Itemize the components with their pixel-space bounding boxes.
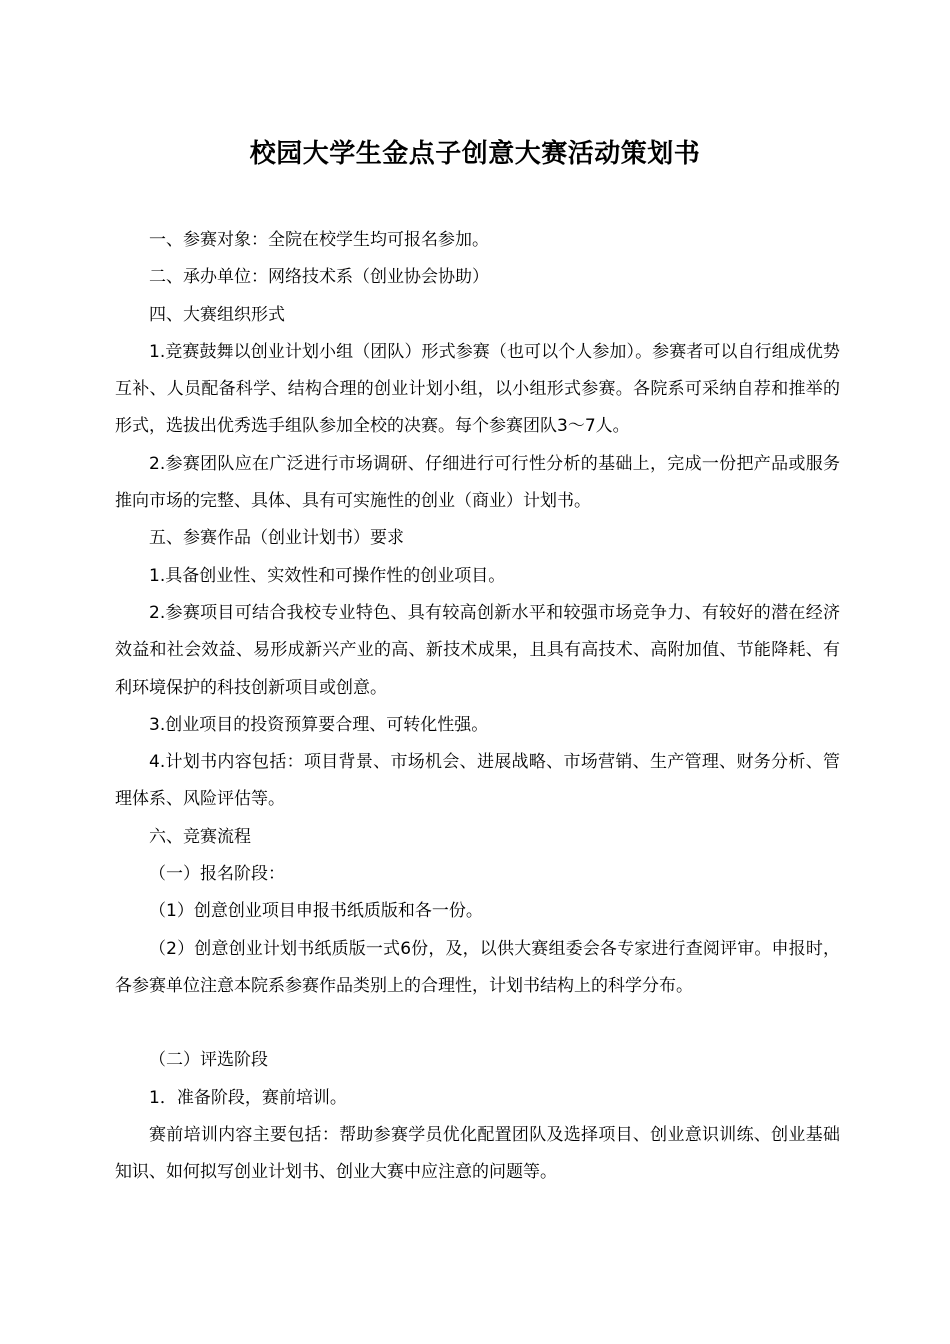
heading-organization-form: 四、大赛组织形式 bbox=[149, 304, 285, 325]
paragraph-organizer: 二、承办单位：网络技术系（创业协会协助） bbox=[149, 267, 489, 288]
paragraph-requirement-1: 1.具备创业性、实效性和可操作性的创业项目。 bbox=[149, 565, 506, 586]
heading-selection-stage: （二）评选阶段 bbox=[149, 1050, 268, 1071]
paragraph-training-content: 赛前培训内容主要包括：帮助参赛学员优化配置团队及选择项目、创业意识训练、创业基础知识、如何拟写创业计划书、创业大赛中应注意的问题等。 bbox=[115, 1124, 840, 1183]
paragraph-requirement-4: 4.计划书内容包括：项目背景、市场机会、进展战略、市场营销、生产管理、财务分析、管理体系、风险评估等。 bbox=[115, 752, 840, 810]
paragraph-requirement-2: 2.参赛项目可结合我校专业特色、具有较高创新水平和较强市场竞争力、有较好的潜在经济效益和社会效益、易形成新兴产业的高、新技术成果，且具有高技术、高附加值、节能降耗、有利环境保护的科技创新项目或创意。 bbox=[115, 602, 840, 698]
paragraph-preparation: 1．准备阶段，赛前培训。 bbox=[149, 1087, 347, 1108]
paragraph-market-research: 2.参赛团队应在广泛进行市场调研、仔细进行可行性分析的基础上，完成一份把产品或服务推向市场的完整、具体、具有可实施性的创业（商业）计划书。 bbox=[115, 453, 840, 512]
document-title: 校园大学生金点子创意大赛活动策划书 bbox=[249, 139, 701, 169]
paragraph-registration-1: （1）创意创业项目申报书纸质版和各一份。 bbox=[149, 901, 483, 922]
paragraph-participants: 一、参赛对象：全院在校学生均可报名参加。 bbox=[149, 230, 489, 250]
heading-competition-process: 六、竞赛流程 bbox=[149, 826, 251, 847]
heading-entry-requirements: 五、参赛作品（创业计划书）要求 bbox=[149, 528, 404, 549]
paragraph-registration-2: （2）创意创业计划书纸质版一式6份，及，以供大赛组委会各专家进行查阅评审。申报时，各参赛单位注意本院系参赛作品类别上的合理性，计划书结构上的科学分布。 bbox=[115, 938, 840, 996]
paragraph-requirement-3: 3.创业项目的投资预算要合理、可转化性强。 bbox=[149, 714, 489, 735]
paragraph-team-format: 1.竞赛鼓舞以创业计划小组（团队）形式参赛（也可以个人参加）。参赛者可以自行组成优势互补、人员配备科学、结构合理的创业计划小组，以小组形式参赛。各院系可采纳自荐和推举的形式，选拔出优秀选手组队参加全校的决赛。每个参赛团队3～7人。 bbox=[115, 341, 840, 437]
heading-registration-stage: （一）报名阶段： bbox=[149, 864, 285, 885]
document-body bbox=[115, 222, 840, 1191]
